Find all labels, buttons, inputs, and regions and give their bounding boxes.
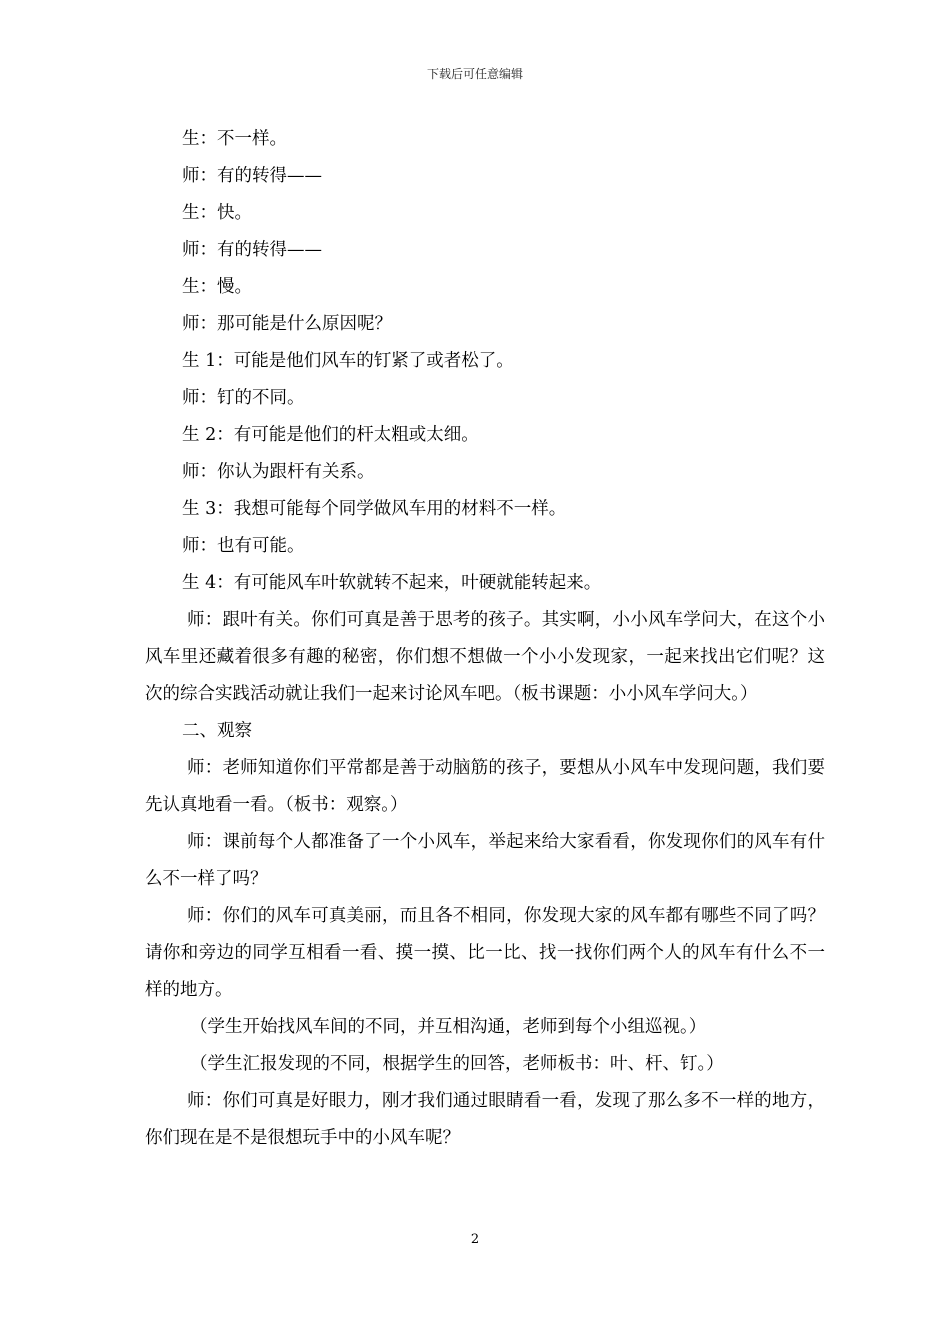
teacher-paragraph: 师：老师知道你们平常都是善于动脑筋的孩子，要想从小风车中发现问题，我们要先认真地看一看。（板书：观察。） (145, 758, 825, 815)
dialogue-line: 生 1：可能是他们风车的钉紧了或者松了。 (182, 351, 514, 371)
dialogue-line: 生 2：有可能是他们的杆太粗或太细。 (182, 425, 479, 445)
teacher-paragraph: 师：跟叶有关。你们可真是善于思考的孩子。其实啊，小小风车学问大，在这个小风车里还藏着很多有趣的秘密，你们想不想做一个小小发现家，一起来找出它们呢？这次的综合实践活动就让我们一起来讨论风车吧。（板书课题：小小风车学问大。） (145, 610, 825, 704)
teacher-paragraph: 师：你们可真是好眼力，刚才我们通过眼睛看一看，发现了那么多不一样的地方，你们现在是不是很想玩手中的小风车呢？ (145, 1091, 825, 1148)
dialogue-line: 师：钉的不同。 (182, 388, 305, 408)
dialogue-line: 师：有的转得—— (182, 166, 322, 186)
page-number: 2 (470, 1232, 480, 1247)
teacher-paragraph: 师：你们的风车可真美丽，而且各不相同，你发现大家的风车都有哪些不同了吗？请你和旁边的同学互相看一看、摸一摸、比一比、找一找你们两个人的风车有什么不一样的地方。 (145, 906, 825, 1000)
dialogue-line: 生：慢。 (182, 277, 252, 297)
section-heading: 二、观察 (182, 721, 252, 741)
teacher-paragraph: 师：课前每个人都准备了一个小风车，举起来给大家看看，你发现你们的风车有什么不一样了吗？ (145, 832, 825, 889)
dialogue-line: 生 4：有可能风车叶软就转不起来，叶硬就能转起来。 (182, 573, 602, 593)
dialogue-line: 师：那可能是什么原因呢？ (182, 314, 392, 334)
dialogue-line: 师：有的转得—— (182, 240, 322, 260)
dialogue-line: 师：也有可能。 (182, 536, 305, 556)
dialogue-line: 生：快。 (182, 203, 252, 223)
dialogue-line: 师：你认为跟杆有关系。 (182, 462, 375, 482)
document-body (145, 121, 825, 1157)
page-header: 下载后可任意编辑 (426, 67, 523, 81)
stage-direction: （学生汇报发现的不同，根据学生的回答，老师板书：叶、杆、钉。） (190, 1054, 724, 1074)
stage-direction: （学生开始找风车间的不同，并互相沟通，老师到每个小组巡视。） (190, 1017, 707, 1037)
dialogue-line: 生 3：我想可能每个同学做风车用的材料不一样。 (182, 499, 567, 519)
dialogue-line: 生：不一样。 (182, 129, 287, 149)
